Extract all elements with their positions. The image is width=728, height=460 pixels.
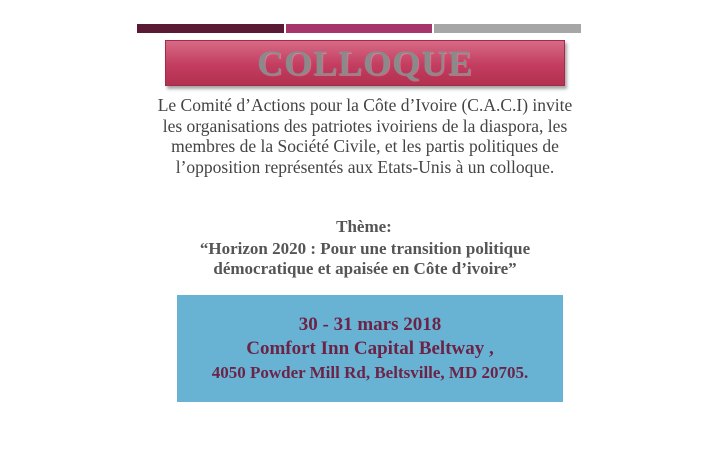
top-bar-gray — [434, 24, 581, 33]
top-bar-dark — [137, 24, 284, 33]
decorative-top-bars — [137, 24, 581, 33]
title-banner — [165, 40, 565, 86]
event-address: 4050 Powder Mill Rd, Beltsville, MD 20705. — [211, 362, 529, 382]
event-venue: Comfort Inn Capital Beltway , — [246, 337, 494, 359]
event-date: 30 - 31 mars 2018 — [298, 313, 442, 335]
top-bar-magenta — [286, 24, 433, 33]
page-title: COLLOQUE — [256, 43, 474, 83]
theme-quote: “Horizon 2020 : Pour une transition politique démocratique et apaisée en Côte d’ivoire” — [199, 239, 531, 278]
intro-paragraph: Le Comité d’Actions pour la Côte d’Ivoire (C.A.C.I) invite les organisations des patriotes ivoiriens de la diaspora, les membres de la Société Civile, et les partis politiques de l’opposition représentés aux Etats-Unis à un colloque. — [157, 95, 573, 177]
event-info-box — [177, 295, 563, 402]
theme-label: Thème: — [336, 217, 392, 236]
